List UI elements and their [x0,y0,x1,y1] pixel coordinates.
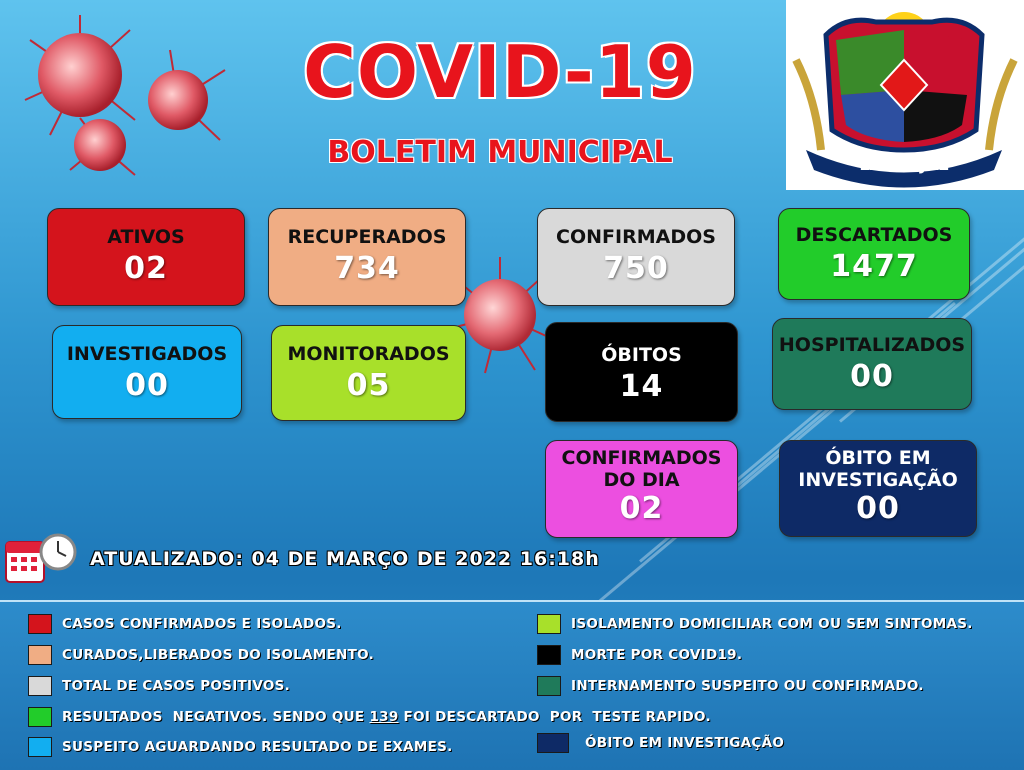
card-monitorados [271,325,466,421]
legend-swatch [537,645,561,665]
card-label: ATIVOS [107,226,185,248]
card-value: 734 [334,251,400,286]
card-value: 02 [124,251,168,286]
card-recuperados [268,208,466,306]
card-hospitalizados [772,318,972,410]
page-subtitle: BOLETIM MUNICIPAL [327,135,673,170]
legend-text: ISOLAMENTO DOMICILIAR COM OU SEM SINTOMAS. [571,616,973,632]
card-label-line2: DO DIA [603,469,680,491]
logo-text: LARANJAL [859,155,949,174]
legend-text: TOTAL DE CASOS POSITIVOS. [62,678,291,694]
card-label-line1: CONFIRMADOS [561,447,722,469]
legend-swatch [28,707,52,727]
legend-number: 139 [369,709,399,725]
legend-swatch [537,614,561,634]
legend-text-part: RESULTADOS NEGATIVOS. SENDO QUE [62,709,370,725]
legend-item [28,676,290,696]
legend-item [28,614,342,634]
legend-item [537,676,924,696]
card-value: 00 [856,491,900,526]
card-value: 05 [346,368,391,403]
municipal-coat-of-arms [786,0,1024,190]
legend-item [28,645,374,665]
card-obito-em-investigacao [779,440,977,537]
card-label: MONITORADOS [287,343,450,365]
legend-swatch [28,645,52,665]
legend-swatch [28,614,52,634]
card-label-line2: INVESTIGAÇÃO [798,469,958,491]
legend-item [537,614,973,634]
card-descartados [778,208,970,300]
card-value: 00 [125,368,169,403]
legend-text: ÓBITO EM INVESTIGAÇÃO [585,735,785,751]
legend-text: INTERNAMENTO SUSPEITO OU CONFIRMADO. [571,678,924,694]
page-title: COVID-19 [303,30,697,114]
legend-item [537,733,784,753]
card-investigados [52,325,242,419]
card-value: 1477 [830,249,918,284]
legend-swatch [537,733,569,753]
legend-text: MORTE POR COVID19. [571,647,743,663]
legend-item [28,707,711,727]
card-value: 02 [619,491,664,526]
legend-swatch [28,676,52,696]
legend-swatch [28,737,52,757]
card-value: 14 [619,369,664,404]
card-label: DESCARTADOS [795,224,953,246]
legend-panel [0,600,1024,770]
card-label: ÓBITOS [601,344,682,366]
card-ativos [47,208,245,306]
legend-item [28,737,453,757]
legend-swatch [537,676,561,696]
legend-text-part: FOI DESCARTADO POR TESTE RAPIDO. [398,709,711,725]
legend-text [62,709,711,725]
card-label [546,447,737,491]
card-label: RECUPERADOS [287,226,447,248]
card-value: 750 [603,251,669,286]
virus-illustration [10,10,240,180]
updated-timestamp: ATUALIZADO: 04 DE MARÇO DE 2022 16:18h [90,548,600,570]
card-confirmados [537,208,735,306]
calendar-clock-icon [4,530,78,586]
card-label: INVESTIGADOS [66,343,228,365]
card-label [780,447,976,491]
coat-of-arms-icon [786,0,1024,190]
card-value: 00 [850,359,894,394]
card-obitos [545,322,738,422]
legend-text: CURADOS,LIBERADOS DO ISOLAMENTO. [62,647,375,663]
card-label: CONFIRMADOS [556,226,716,248]
legend-text: SUSPEITO AGUARDANDO RESULTADO DE EXAMES. [62,739,453,755]
card-label-line1: ÓBITO EM [825,447,931,469]
legend-item [537,645,742,665]
legend-text: CASOS CONFIRMADOS E ISOLADOS. [62,616,342,632]
card-confirmados-do-dia [545,440,738,538]
card-label: HOSPITALIZADOS [778,334,966,356]
